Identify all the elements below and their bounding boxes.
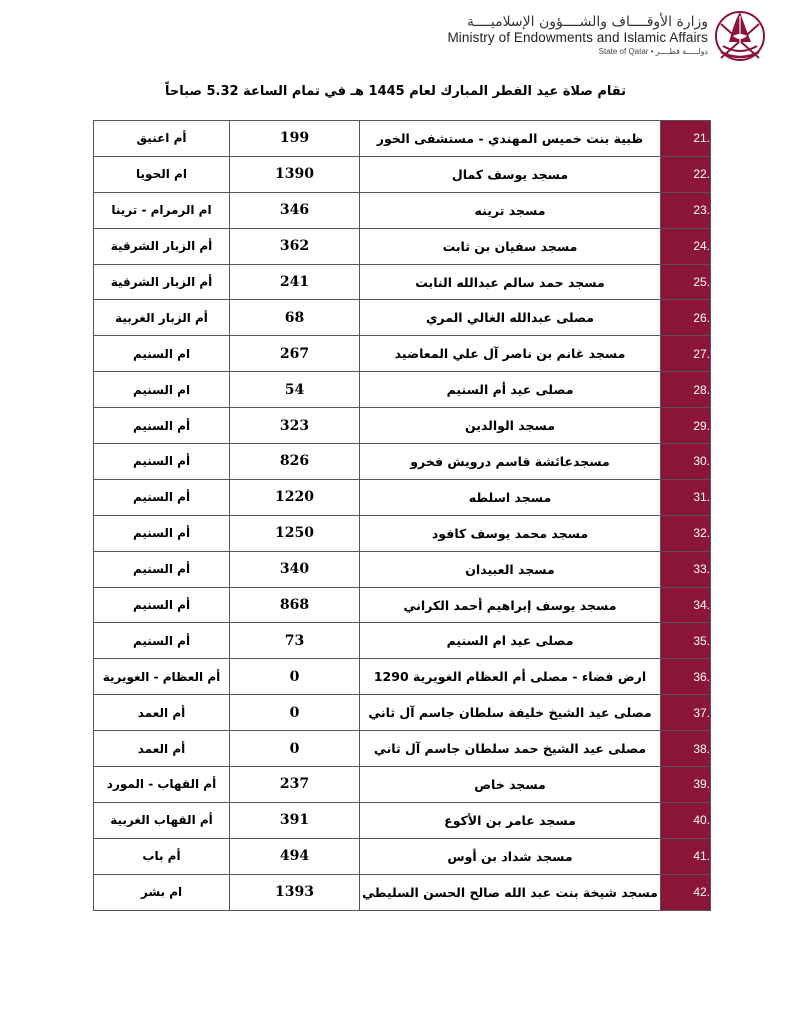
page-title: تقام صلاة عيد الفطر المبارك لعام 1445 هـ في تمام الساعة 5.32 صباحاً xyxy=(164,84,627,99)
count-cell: 1250 xyxy=(230,515,360,551)
location-cell: ام السنيم xyxy=(94,372,230,408)
table-row xyxy=(94,767,711,803)
location-cell: ام الحويا xyxy=(94,156,230,192)
location-cell: أم القهاب - المورد xyxy=(94,767,230,803)
location-cell: أم السنيم xyxy=(94,551,230,587)
table-row xyxy=(94,623,711,659)
mosque-name-cell: مسجدعائشة قاسم درويش فخرو xyxy=(360,444,661,480)
location-cell: أم السنيم xyxy=(94,623,230,659)
location-cell: أم العمد xyxy=(94,695,230,731)
count-cell: 237 xyxy=(230,767,360,803)
row-number-cell: 36. xyxy=(661,659,711,695)
ministry-name-block xyxy=(447,14,708,58)
row-number-cell: 37. xyxy=(661,695,711,731)
table-row xyxy=(94,264,711,300)
mosque-name-cell: مسجد محمد يوسف كافود xyxy=(360,515,661,551)
location-cell: أم العمد xyxy=(94,731,230,767)
row-number-cell: 42. xyxy=(661,874,711,910)
location-cell: ام بشر xyxy=(94,874,230,910)
location-cell: أم السنيم xyxy=(94,515,230,551)
row-number-cell: 40. xyxy=(661,802,711,838)
table-row xyxy=(94,479,711,515)
table-row xyxy=(94,121,711,157)
row-number-cell: 25. xyxy=(661,264,711,300)
row-number-cell: 22. xyxy=(661,156,711,192)
count-cell: 340 xyxy=(230,551,360,587)
table-body xyxy=(94,121,711,911)
mosque-name-cell: مسجد عامر بن الأكوع xyxy=(360,802,661,838)
count-cell: 73 xyxy=(230,623,360,659)
count-cell: 1390 xyxy=(230,156,360,192)
count-cell: 54 xyxy=(230,372,360,408)
location-cell: أم السنيم xyxy=(94,587,230,623)
mosque-name-cell: مسجد الوالدين xyxy=(360,408,661,444)
count-cell: 0 xyxy=(230,731,360,767)
table-row xyxy=(94,336,711,372)
location-cell: أم السنيم xyxy=(94,479,230,515)
location-cell: ام السنيم xyxy=(94,336,230,372)
location-cell: أم العظام - الغويرية xyxy=(94,659,230,695)
qatar-emblem-icon xyxy=(711,6,769,66)
table-row xyxy=(94,156,711,192)
table-row xyxy=(94,587,711,623)
mosque-name-cell: مصلى عيد الشيخ حمد سلطان جاسم آل ثاني xyxy=(360,731,661,767)
table-row xyxy=(94,838,711,874)
row-number-cell: 27. xyxy=(661,336,711,372)
mosque-name-cell: مسجد العبيدان xyxy=(360,551,661,587)
location-cell: أم الزبار الشرقية xyxy=(94,228,230,264)
mosque-name-cell: مصلى عيد ام السنيم xyxy=(360,623,661,659)
location-cell: ام الرمرام - ترينا xyxy=(94,192,230,228)
row-number-cell: 26. xyxy=(661,300,711,336)
table-row xyxy=(94,300,711,336)
count-cell: 868 xyxy=(230,587,360,623)
mosque-name-cell: مسجد حمد سالم عبدالله النابت xyxy=(360,264,661,300)
row-number-cell: 24. xyxy=(661,228,711,264)
location-cell: أم اعنيق xyxy=(94,121,230,157)
mosque-name-cell: ظبية بنت خميس المهندي - مستشفى الخور xyxy=(360,121,661,157)
table-row xyxy=(94,659,711,695)
mosque-name-cell: مصلى عيد أم السنيم xyxy=(360,372,661,408)
location-cell: أم باب xyxy=(94,838,230,874)
table-row xyxy=(94,515,711,551)
mosque-name-cell: مسجد ترينه xyxy=(360,192,661,228)
mosque-name-cell: مسجد غانم بن ناصر آل علي المعاضيد xyxy=(360,336,661,372)
mosque-name-cell: مصلى عيد الشيخ خليفة سلطان جاسم آل ثاني xyxy=(360,695,661,731)
table-row xyxy=(94,874,711,910)
count-cell: 1393 xyxy=(230,874,360,910)
table-row xyxy=(94,551,711,587)
count-cell: 323 xyxy=(230,408,360,444)
mosque-name-cell: مصلى عبدالله الغالي المري xyxy=(360,300,661,336)
mosque-name-cell: مسجد اسلطه xyxy=(360,479,661,515)
table-row xyxy=(94,192,711,228)
mosque-name-cell: مسجد يوسف كمال xyxy=(360,156,661,192)
count-cell: 267 xyxy=(230,336,360,372)
count-cell: 346 xyxy=(230,192,360,228)
location-cell: أم الزبار الغربية xyxy=(94,300,230,336)
count-cell: 391 xyxy=(230,802,360,838)
row-number-cell: 30. xyxy=(661,444,711,480)
table-row xyxy=(94,228,711,264)
table-row xyxy=(94,802,711,838)
count-cell: 241 xyxy=(230,264,360,300)
row-number-cell: 41. xyxy=(661,838,711,874)
mosque-name-cell: مسجد يوسف إبراهيم أحمد الكراني xyxy=(360,587,661,623)
mosque-name-cell: مسجد خاص xyxy=(360,767,661,803)
ministry-name-arabic: وزارة الأوقــــاف والشــــؤون الإسلاميــــة xyxy=(466,14,708,30)
mosque-name-cell: مسجد شداد بن أوس xyxy=(360,838,661,874)
row-number-cell: 23. xyxy=(661,192,711,228)
table-row xyxy=(94,408,711,444)
count-cell: 199 xyxy=(230,121,360,157)
mosque-name-cell: مسجد سفيان بن ثابت xyxy=(360,228,661,264)
location-cell: أم السنيم xyxy=(94,408,230,444)
mosque-name-cell: ارض فضاء - مصلى أم العظام الغويرية 1290 xyxy=(360,659,661,695)
table-row xyxy=(94,372,711,408)
table-row xyxy=(94,444,711,480)
ministry-name-english: Ministry of Endowments and Islamic Affairs xyxy=(447,30,708,45)
count-cell: 0 xyxy=(230,695,360,731)
state-of-qatar-line: State of Qatar • دولـــــة قطــــر xyxy=(598,47,708,56)
row-number-cell: 35. xyxy=(661,623,711,659)
row-number-cell: 34. xyxy=(661,587,711,623)
table-row xyxy=(94,695,711,731)
mosque-name-cell: مسجد شيخة بنت عبد الله صالح الحسن السليطي xyxy=(360,874,661,910)
table-row xyxy=(94,731,711,767)
prayer-locations-table xyxy=(93,120,711,911)
count-cell: 494 xyxy=(230,838,360,874)
row-number-cell: 31. xyxy=(661,479,711,515)
count-cell: 826 xyxy=(230,444,360,480)
row-number-cell: 32. xyxy=(661,515,711,551)
count-cell: 1220 xyxy=(230,479,360,515)
row-number-cell: 33. xyxy=(661,551,711,587)
row-number-cell: 29. xyxy=(661,408,711,444)
count-cell: 0 xyxy=(230,659,360,695)
letterhead xyxy=(0,0,791,70)
row-number-cell: 38. xyxy=(661,731,711,767)
location-cell: أم القهاب الغربية xyxy=(94,802,230,838)
location-cell: أم الزبار الشرقية xyxy=(94,264,230,300)
count-cell: 68 xyxy=(230,300,360,336)
row-number-cell: 21. xyxy=(661,121,711,157)
count-cell: 362 xyxy=(230,228,360,264)
row-number-cell: 28. xyxy=(661,372,711,408)
row-number-cell: 39. xyxy=(661,767,711,803)
location-cell: أم السنيم xyxy=(94,444,230,480)
